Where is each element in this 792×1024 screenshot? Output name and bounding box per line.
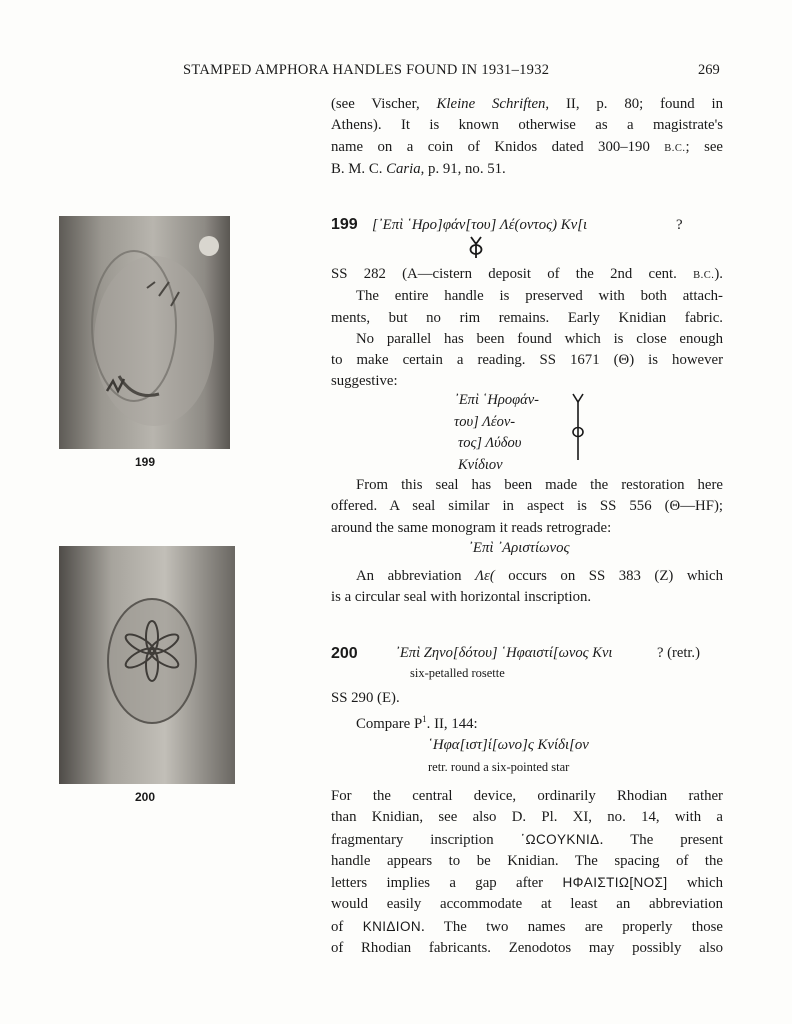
- entry199-abbreviation: An abbreviation Λε( occurs on SS 383 (Z) which is a circular seal with horizontal inscription.: [331, 568, 723, 606]
- entry-number-200: 200: [331, 645, 358, 662]
- entry-number-199: 199: [331, 216, 358, 233]
- intro-paragraph: (see Vischer, Kleine Schriften, II, p. 80; found in Athens). It is known otherwise as a magistrate's name on a coin of Knidos dated 300–190 B.C.; see B. M. C. Caria, p. 91, no. 51.: [331, 96, 723, 177]
- quoted-inscription-ss1671: ᾿Επὶ ῾Ηροφάν- του] Λέον- τος] Λύδου Κνίδιον: [454, 392, 540, 473]
- handle-199-image: [59, 216, 230, 449]
- entry199-body: SS 282 (A—cistern deposit of the 2nd cent. B.C.). The entire handle is preserved with both attach- ments, but no rim remains. Early Knidian fabric. No parallel has been found which is close enough to make certain a reading. SS 1671 (Θ) is however suggestive:: [331, 266, 723, 390]
- parallel-inscription: ῾Ηφα[ιστ]ί[ωνο]ς Κνίδι[ον: [428, 737, 589, 753]
- handle-200-image: [59, 546, 235, 784]
- page-number: 269: [698, 62, 720, 78]
- entry200-discussion: For the central device, ordinarily Rhodian rather than Knidian, see also D. Pl. XI, no. 14, with a fragmentary inscription ῾ΩCOYKNIΔ. The present handle appears to be Knidian. The spacing of the letters implies a gap after HΦAIΣTIΩ[NOΣ] which would easily accommodate at least an abbreviation of KNIΔION. The two names are properly those of Rhodian fabricants. Zenodotos may possibly also: [331, 788, 723, 957]
- running-title: STAMPED AMPHORA HANDLES FOUND IN 1931–1932: [183, 62, 550, 78]
- caption-200: 200: [135, 790, 156, 804]
- monogram-199-icon: [468, 235, 484, 259]
- inscription-query-200: ? (retr.): [657, 645, 700, 661]
- device-note-200: six-petalled rosette: [410, 666, 505, 680]
- inscription-200: ᾿Επὶ Ζηνο[δότου] ῾Ηφαιστί[ωνος Κνι: [395, 645, 613, 661]
- entry200-deposit: SS 290 (E). Compare $P^1$. II, 144:: [331, 690, 478, 733]
- retrograde-inscription: ᾿Επὶ ᾿Αριστίωνος: [468, 540, 570, 556]
- photo-handle-199: [59, 216, 230, 449]
- entry199-restoration: From this seal has been made the restoration here offered. A seal similar in aspect is SS 556 (Θ—HF); around the same monogram it reads retrograde:: [331, 477, 723, 536]
- photo-handle-200: [59, 546, 235, 784]
- inscription-query-199: ?: [676, 217, 683, 233]
- parallel-note: retr. round a six-pointed star: [428, 760, 570, 774]
- monogram-ss1671-icon: [570, 392, 586, 462]
- inscription-199: [᾿Επὶ ῾Ηρο]φάν[του] Λέ(οντος) Κν[ι: [372, 217, 588, 233]
- caption-199: 199: [135, 455, 156, 469]
